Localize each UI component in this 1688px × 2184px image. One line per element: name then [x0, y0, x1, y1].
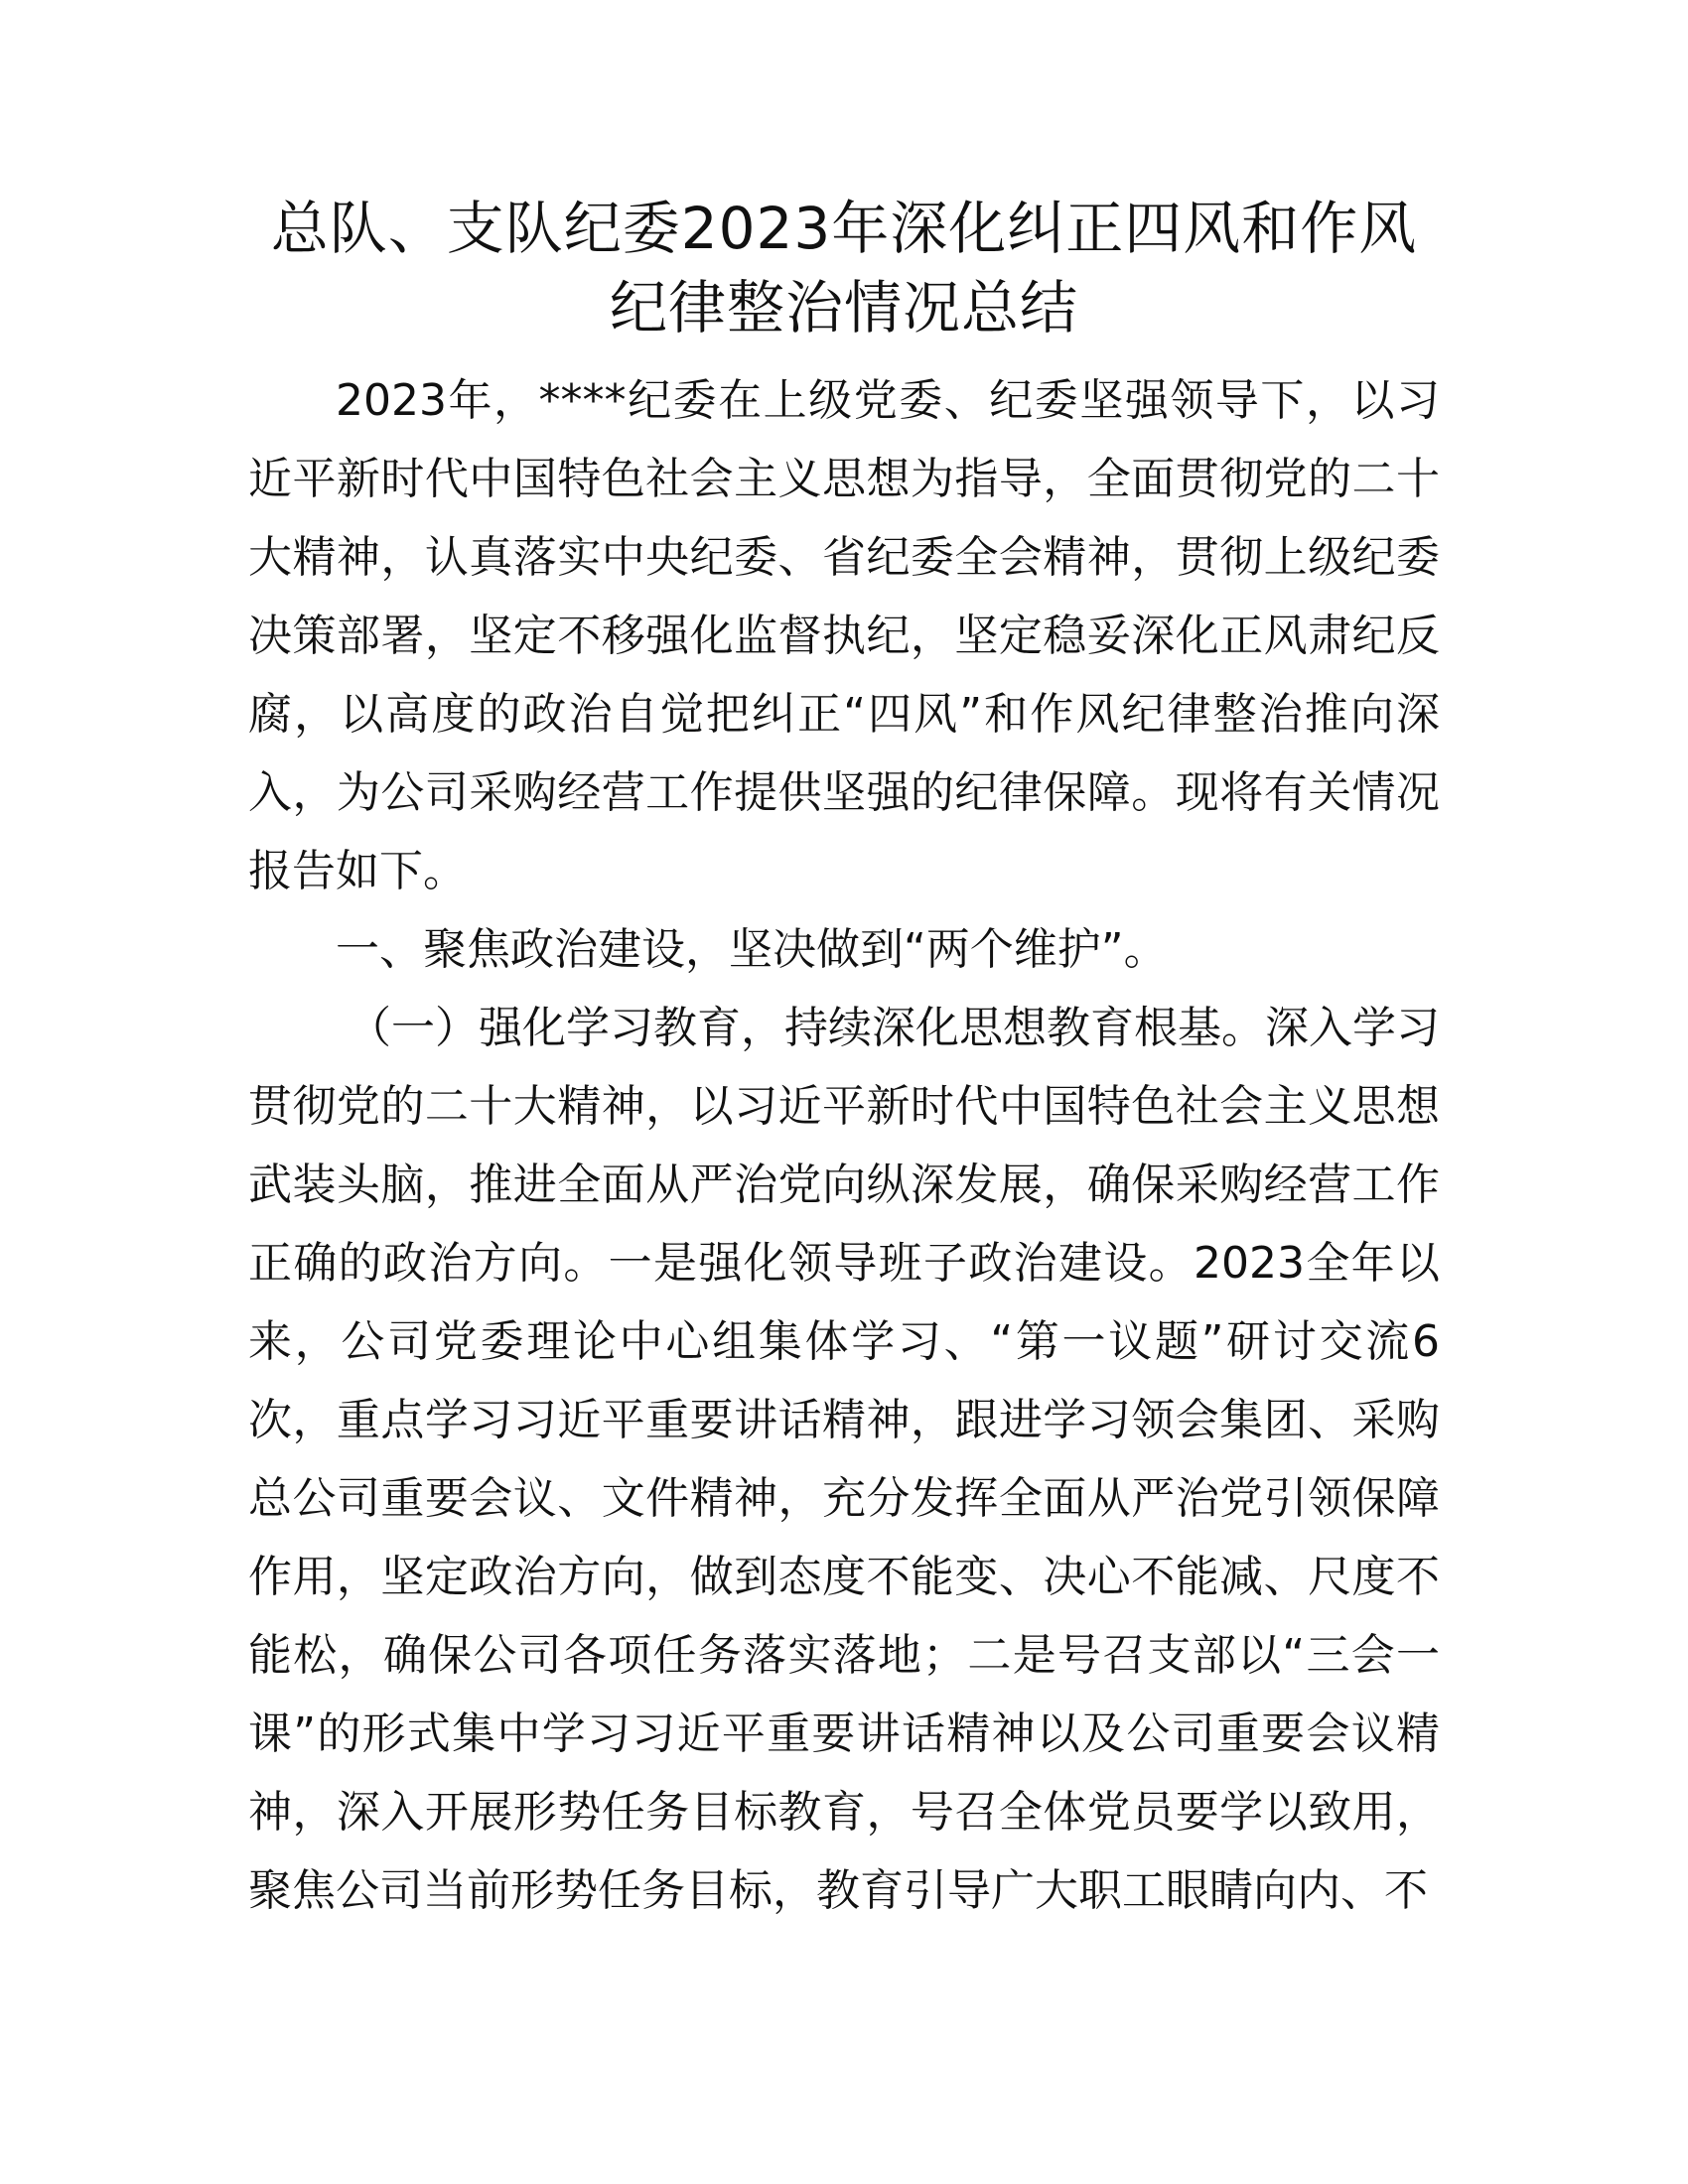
intro-paragraph: 2023年，****纪委在上级党委、纪委坚强领导下，以习近平新时代中国特色社会主义思想为指导，全面贯彻党的二十大精神，认真落实中央纪委、省纪委全会精神，贯彻上级纪委决策部署，坚定不移强化监督执纪，坚定稳妥深化正风肃纪反腐，以高度的政治自觉把纠正“四风”和作风纪律整治推向深入，为公司采购经营工作提供坚强的纪律保障。现将有关情况报告如下。 — [248, 375, 1440, 896]
document-page — [248, 189, 1440, 1930]
document-title: 总队、支队纪委2023年深化纠正四风和作风纪律整治情况总结 — [270, 195, 1418, 341]
section-heading-1: 一、聚焦政治建设，坚决做到“两个维护”。 — [336, 924, 1168, 975]
subsection-paragraph-1: （一）强化学习教育，持续深化思想教育根基。深入学习贯彻党的二十大精神，以习近平新时代中国特色社会主义思想武装头脑，推进全面从严治党向纵深发展，确保采购经营工作正确的政治方向。一是强化领导班子政治建设。2023全年以来，公司党委理论中心组集体学习、“第一议题”研讨交流6次，重点学习习近平重要讲话精神，跟进学习领会集团、采购总公司重要会议、文件精神，充分发挥全面从严治党引领保障作用，坚定政治方向，做到态度不能变、决心不能减、尺度不能松，确保公司各项任务落实落地；二是号召支部以“三会一课”的形式集中学习习近平重要讲话精神以及公司重要会议精神，深入开展形势任务目标教育，号召全体党员要学以致用，聚焦公司当前形势任务目标，教育引导广大职工眼睛向内、不 — [248, 1003, 1440, 1916]
